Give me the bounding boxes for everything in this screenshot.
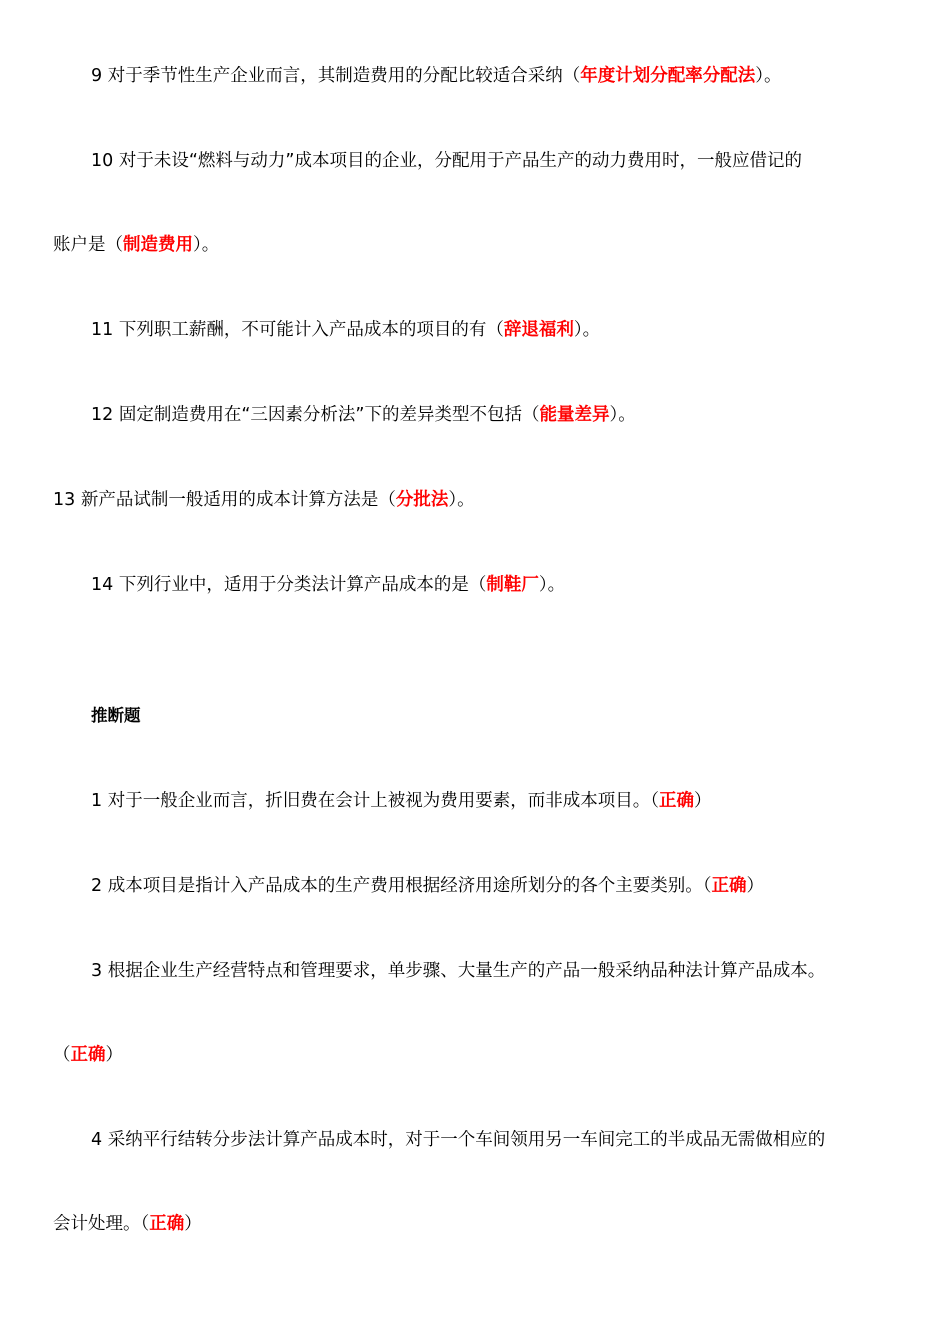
answer-text: 正确 [711,876,747,896]
question-text: 12 固定制造费用在“三因素分析法”下的差异类型不包括（ [91,405,540,425]
question-text-end: ）。 [609,405,636,425]
answer-text: 年度计划分配率分配法 [580,66,756,86]
question-text-end: ）。 [538,575,566,595]
question-12 [91,403,636,427]
statement-text-end: ） [746,876,764,896]
question-9 [91,64,781,88]
question-11 [91,318,600,342]
question-text: 13 新产品试制一般适用的成本计算方法是（ [53,490,396,510]
section-heading: 推断题 [91,706,141,725]
statement-text: 4 采纳平行结转分步法计算产品成本时，对于一个车间领用另一车间完工的半成品无需做相应的 [91,1130,826,1150]
statement-text: 会计处理。（ [53,1214,150,1234]
judgment-2 [91,874,764,898]
statement-text-end: ） [105,1045,123,1065]
judgment-1 [91,789,711,813]
answer-text: 制鞋厂 [486,575,539,595]
judgment-3-line-1 [91,959,825,983]
question-text-end: ）。 [193,235,220,255]
question-text: 14 下列行业中，适用于分类法计算产品成本的是（ [91,575,487,595]
answer-text: 正确 [658,791,694,811]
answer-text: 正确 [149,1214,185,1234]
answer-text: 能量差异 [539,405,610,425]
statement-text: （ [53,1045,71,1065]
question-text: 11 下列职工薪酬，不可能计入产品成本的项目的有（ [91,320,504,340]
judgment-4-line-1 [91,1128,825,1152]
statement-text: 2 成本项目是指计入产品成本的生产费用根据经济用途所划分的各个主要类别。（ [91,876,712,896]
question-text-end: ）。 [573,320,601,340]
statement-text-end: ） [184,1214,202,1234]
answer-text: 辞退福利 [503,320,574,340]
question-14 [91,573,565,597]
question-text: 9 对于季节性生产企业而言，其制造费用的分配比较适合采纳（ [91,66,581,86]
question-text: 10 对于未设“燃料与动力”成本项目的企业，分配用于产品生产的动力费用时，一般应借记的 [91,151,802,171]
question-text-end: ）。 [755,66,782,86]
question-text-end: ）。 [448,490,475,510]
judgment-3-line-2 [53,1043,123,1067]
answer-text: 分批法 [395,490,449,510]
question-10-line-1 [91,149,802,173]
judgment-4-line-2 [53,1212,202,1236]
answer-text: 正确 [70,1045,106,1065]
answer-text: 制造费用 [123,235,193,255]
statement-text: 3 根据企业生产经营特点和管理要求，单步骤、大量生产的产品一般采纳品种法计算产品成本。 [91,961,826,981]
statement-text-end: ） [693,791,712,811]
question-10-line-2 [53,233,219,257]
question-13 [53,488,475,512]
question-text: 账户是（ [53,235,123,255]
statement-text: 1 对于一般企业而言，折旧费在会计上被视为费用要素，而非成本项目。（ [91,791,659,811]
